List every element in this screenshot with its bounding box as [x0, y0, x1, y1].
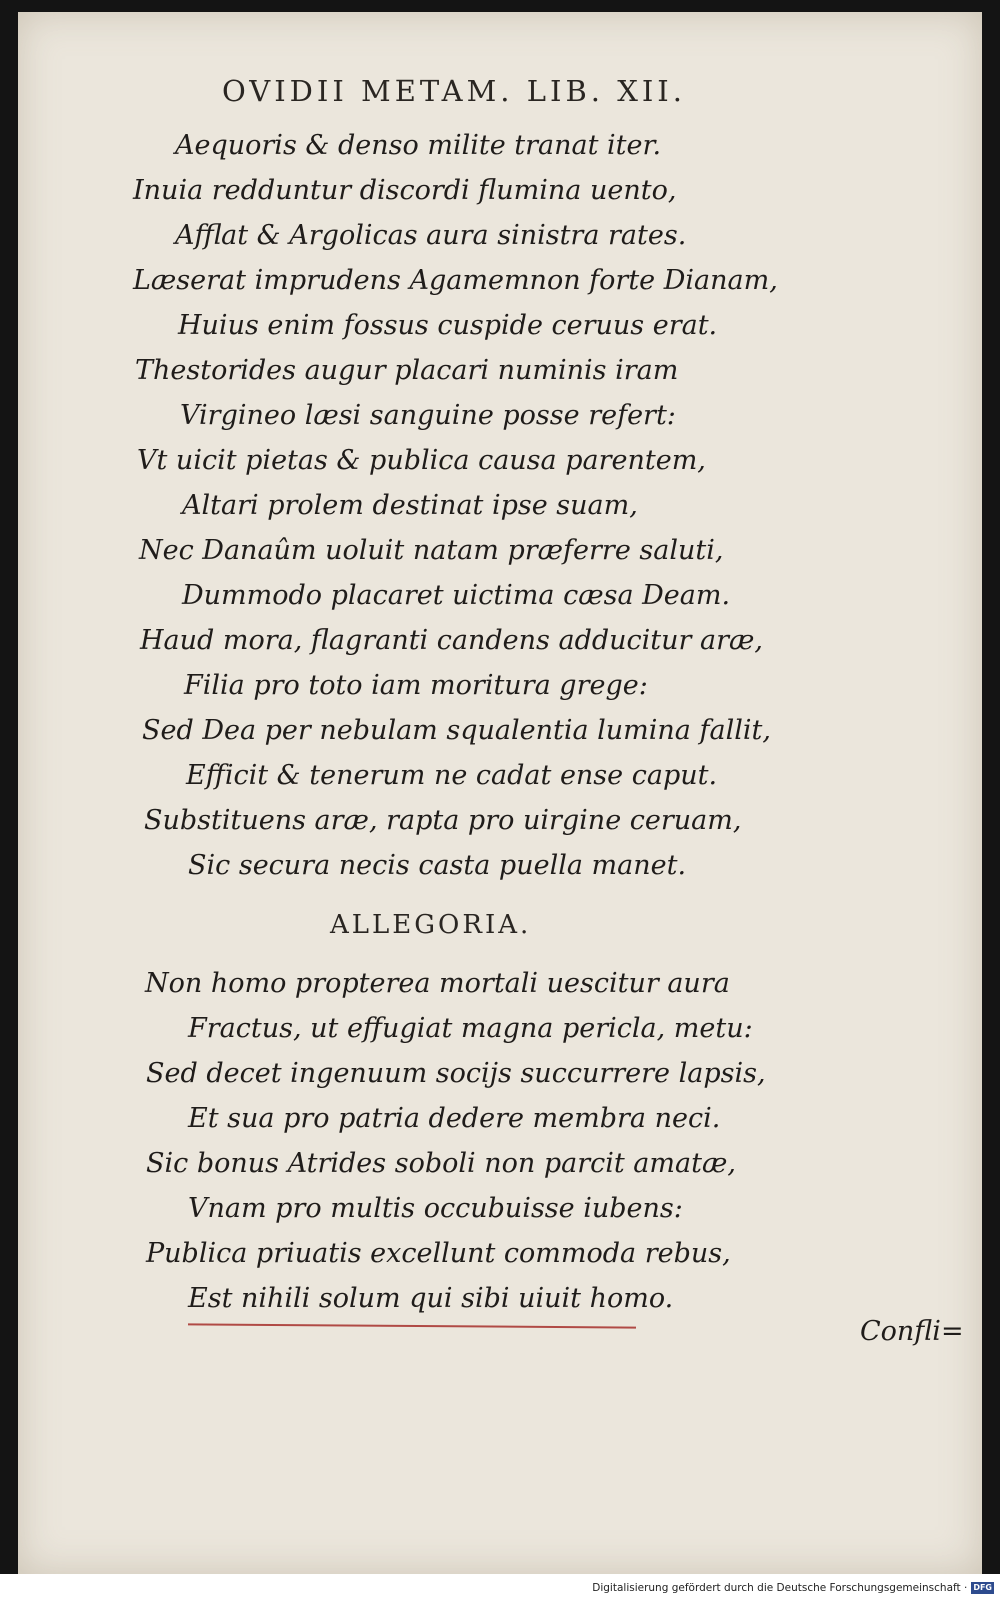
verse-line: Aequoris & denso milite tranat iter.	[175, 130, 662, 161]
digitization-credit	[592, 1582, 994, 1594]
verse-line: Virgineo læsi sanguine posse refert:	[180, 400, 676, 431]
verse-line: Vt uicit pietas & publica causa parentem,	[137, 445, 706, 476]
credit-text: Digitalisierung gefördert durch die Deutsche Forschungsgemeinschaft ·	[592, 1582, 968, 1594]
verse-line: Afflat & Argolicas aura sinistra rates.	[175, 220, 687, 251]
verse-line: Filia pro toto iam moritura grege:	[184, 670, 648, 701]
section-heading: ALLEGORIA.	[330, 910, 532, 940]
allegoria-line: Sic bonus Atrides soboli non parcit amatæ,	[146, 1148, 736, 1179]
allegoria-line: Sed decet ingenuum socijs succurrere lapsis,	[146, 1058, 766, 1089]
dfg-logo: DFG	[973, 1583, 992, 1592]
verse-line: Thestorides augur placari numinis iram	[135, 355, 679, 386]
allegoria-line: Vnam pro multis occubuisse iubens:	[188, 1193, 683, 1224]
verse-line: Læserat imprudens Agamemnon forte Dianam,	[133, 265, 778, 296]
verse-line: Inuia redduntur discordi flumina uento,	[133, 175, 677, 206]
verse-line: Dummodo placaret uictima cæsa Deam.	[182, 580, 731, 611]
verse-line: Altari prolem destinat ipse suam,	[182, 490, 638, 521]
verse-line: Substituens aræ, rapta pro uirgine ceruam,	[144, 805, 742, 836]
verse-line: Nec Danaûm uoluit natam præferre saluti,	[139, 535, 724, 566]
verse-line: Sic secura necis casta puella manet.	[188, 850, 687, 881]
verse-line: Efficit & tenerum ne cadat ense caput.	[186, 760, 718, 791]
catchword: Confli=	[860, 1316, 964, 1347]
allegoria-line: Fractus, ut effugiat magna pericla, metu:	[188, 1013, 753, 1044]
allegoria-line: Non homo propterea mortali uescitur aura	[145, 968, 730, 999]
allegoria-line: Et sua pro patria dedere membra neci.	[188, 1103, 721, 1134]
allegoria-line: Publica priuatis excellunt commoda rebus,	[146, 1238, 731, 1269]
verse-line: Haud mora, flagranti candens adducitur aræ,	[140, 625, 763, 656]
verse-line: Sed Dea per nebulam squalentia lumina fallit,	[142, 715, 771, 746]
running-title: OVIDII METAM. LIB. XII.	[222, 74, 686, 108]
allegoria-line: Est nihili solum qui sibi uiuit homo.	[188, 1283, 674, 1314]
verse-line: Huius enim fossus cuspide ceruus erat.	[178, 310, 718, 341]
